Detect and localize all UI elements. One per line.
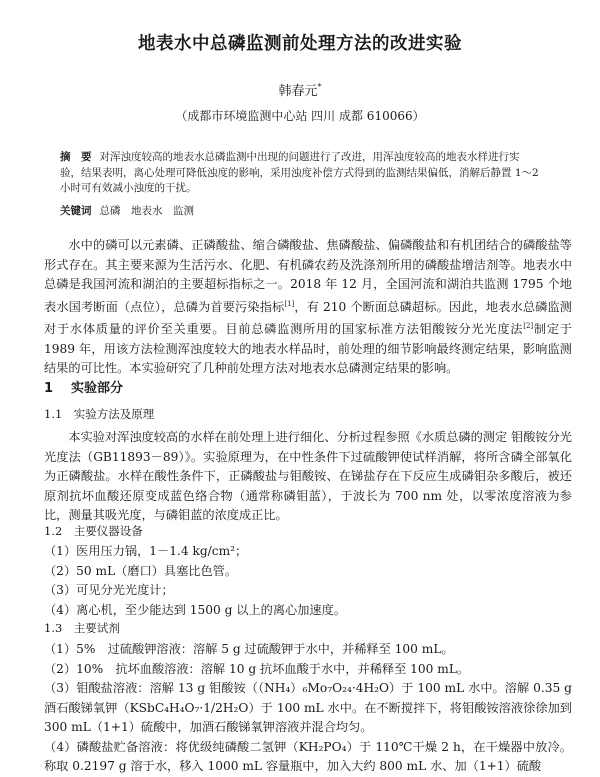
- keywords-text: 总磷 地表水 监测: [99, 205, 194, 217]
- list-item: （1）医用压力锅，1－1.4 kg/cm²；: [44, 544, 248, 558]
- list-item: （3）钼酸盐溶液：溶解 13 g 钼酸铵（（NH₄）₆Mo₇O₂₄·4H₂O）于 100 mL 水中。溶解 0.35 g 酒石酸锑氧钾（KSbC₄H₄O₇·1/2H₂O）于 100 mL 水中。在不断搅拌下，将钼酸铵溶液徐徐加到 300 mL（1+1）硫酸中，加酒石酸锑氧钾溶液并混合均匀。: [44, 681, 572, 734]
- equipment-list: [44, 542, 572, 620]
- section-heading: [44, 377, 141, 396]
- abstract: [60, 150, 540, 197]
- citation-2: [2]: [523, 322, 534, 331]
- section-number: 1: [44, 381, 54, 396]
- list-item: （1）5% 过硫酸钾溶液：溶解 5 g 过硫酸钾于水中，并稀释至 100 mL。: [44, 642, 454, 656]
- citation-1: [1]: [284, 299, 295, 308]
- author-mark: *: [317, 82, 322, 92]
- subsection-heading-1-1: 1.1 实验方法及原理: [44, 407, 155, 421]
- reagent-list: [44, 640, 572, 777]
- list-item: （2）50 mL（磨口）具塞比色管。: [44, 563, 238, 578]
- list-item: （2）10% 抗坏血酸溶液：溶解 10 g 抗坏血酸于水中，并稀释至 100 mL。: [44, 661, 470, 676]
- keywords-label: 关键词: [60, 205, 92, 217]
- subsection-heading-1-2: 1.2 主要仪器设备: [44, 524, 143, 538]
- author-name: 韩春元: [278, 84, 318, 99]
- intro-paragraph: [44, 236, 572, 379]
- abstract-text: 对浑浊度较高的地表水总磷监测中出现的问题进行了改进，用浑浊度较高的地表水样进行实验，结果表明，离心处理可降低浊度的影响，采用浊度补偿方式得到的监测结果偏低，消解后静置 1～2 小时可有效减小浊度的干扰。: [60, 151, 539, 194]
- intro-text-3: 制定于 1989 年，用该方法检测浑浊度较大的地表水样品时，前处理的细节影响最终测定结果，影响监测结果的可比性。本实验研究了几种前处理方法对地表水总磷测定结果的影响。: [44, 322, 573, 376]
- section-title: 实验部分: [71, 381, 124, 396]
- intro-text-1: 水中的磷可以元素磷、正磷酸盐、缩合磷酸盐、焦磷酸盐、偏磷酸盐和有机团结合的磷酸盐等形式存在。其主要来源为生活污水、化肥、有机磷农药及洗涤剂所用的磷酸盐增洁剂等。地表水中总磷是我国河流和湖泊的主要超标指标之一。2018 年 12 月，全国河流和湖泊共监测 1795 个地表水国考断面（点位），总磷为首要污染指标: [44, 238, 572, 314]
- intro-text-2: ，有 210 个断面总磷超标。因此，地表水总磷监测对于水体质量的评价至关重要。目前总磷监测所用的国家标准方法钼酸铵分光光度法: [44, 299, 572, 337]
- abstract-label: 摘 要: [60, 151, 92, 163]
- affiliation: （成都市环境监测中心站 四川 成都 610066）: [175, 109, 425, 123]
- list-item: （4）磷酸盐贮备溶液：将优级纯磷酸二氢钾（KH₂PO₄）于 110℃干燥 2 h，在干燥器中放冷。称取 0.2197 g 溶于水，移入 1000 mL 容量瓶中，加入大约 800 mL 水、加（1+1）硫酸: [44, 739, 572, 773]
- method-paragraph: 本实验对浑浊度较高的水样在前处理上进行细化、分析过程参照《水质总磷的测定 钼酸铵分光光度法（GB11893－89）》。实验原理为，在中性条件下过硫酸钾使试样消解，将所含磷全部氧化为正磷酸盐。水样在酸性条件下，正磷酸盐与钼酸铵、在锑盐存在下反应生成磷钼杂多酸后，被还原剂抗坏血酸还原变成蓝色络合物（通常称磷钼蓝），于波长为 700 nm 处，以零浓度溶液为参比，测量其吸光度，与磷钼蓝的浓度成正比。: [44, 430, 572, 522]
- paper-title: 地表水中总磷监测前处理方法的改进实验: [138, 34, 462, 54]
- list-item: （4）离心机，至少能达到 1500 g 以上的离心加速度。: [44, 602, 346, 617]
- author: [0, 80, 600, 99]
- subsection-heading-1-3: 1.3 主要试剂: [44, 621, 120, 635]
- keywords: [60, 204, 540, 219]
- list-item: （3）可见分光光度计；: [44, 583, 174, 597]
